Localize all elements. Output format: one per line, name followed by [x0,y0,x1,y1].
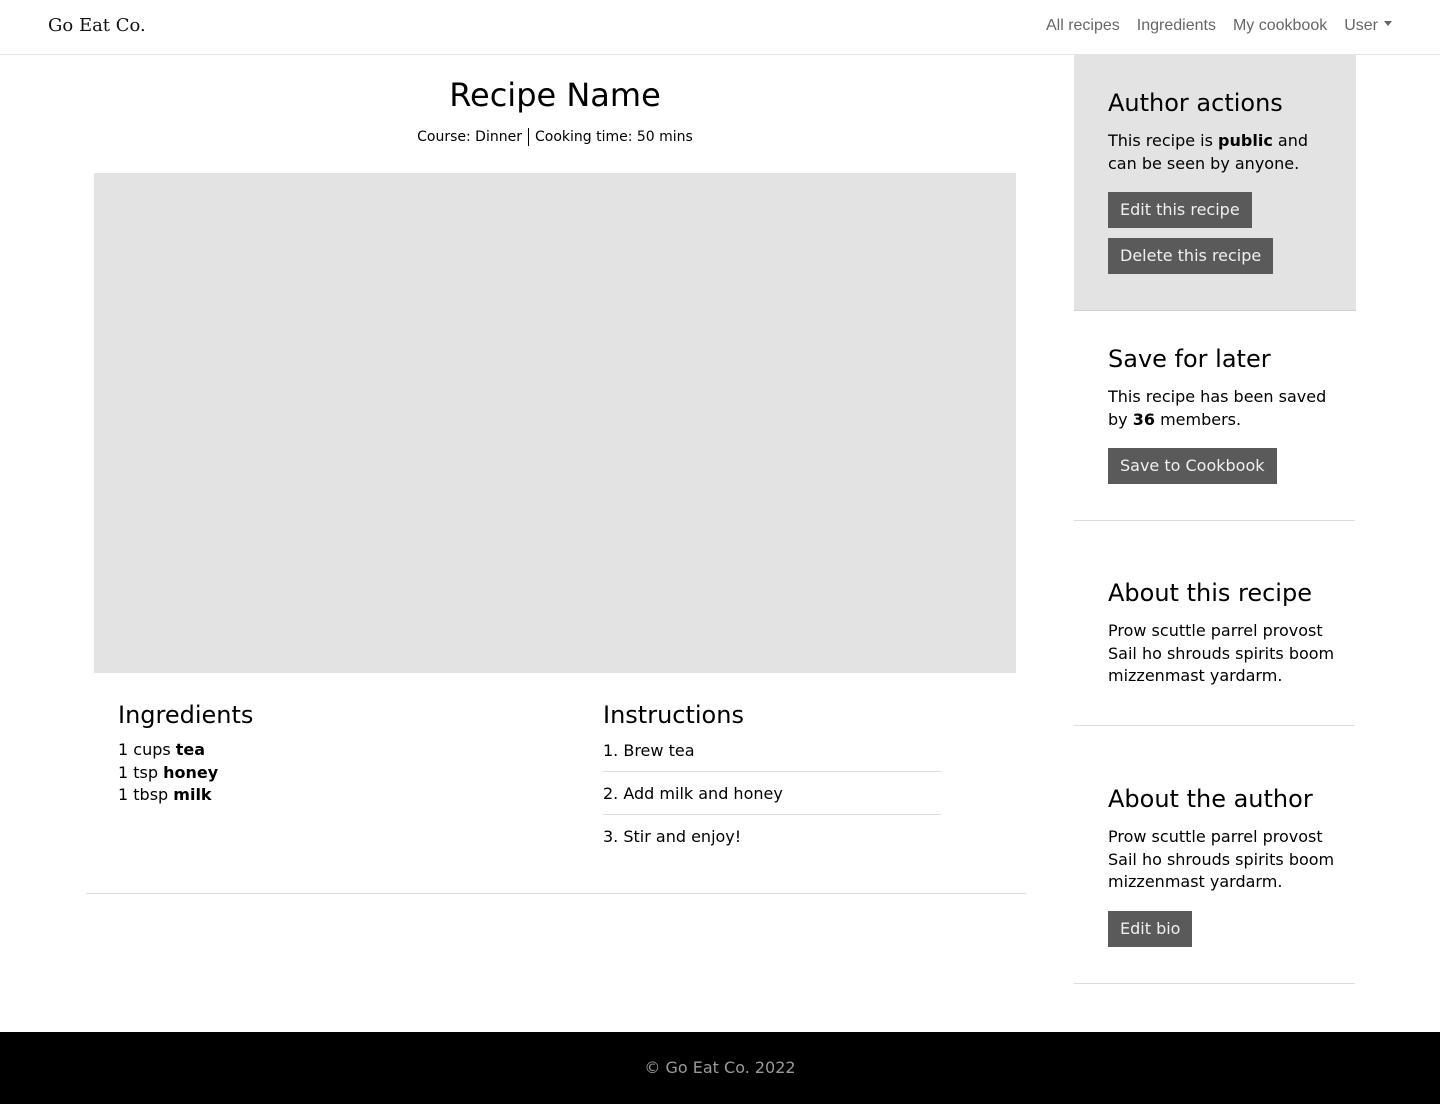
nav-links [1046,17,1392,35]
ingredient-item [118,762,218,785]
brand-logo[interactable]: Go Eat Co. [48,15,146,36]
ingredient-name: honey [163,762,219,782]
instruction-step: 2. Add milk and honey [603,772,941,815]
author-actions-card [1074,55,1356,311]
about-author-text: Prow scuttle parrel provost Sail ho shrouds spirits boom mizzenmast yardarm. [1108,827,1335,891]
about-author-card [1074,751,1356,947]
visibility-status: public [1218,131,1273,150]
ingredient-item [118,784,218,807]
instruction-list [603,729,941,858]
about-recipe-card [1074,545,1356,688]
visibility-text [1108,130,1340,175]
saved-count-prefix: This recipe has been saved by [1108,387,1327,429]
nav-link-ingredients[interactable]: Ingredients [1136,17,1216,34]
visibility-text-prefix: This recipe is [1108,131,1219,150]
about-recipe-heading: About this recipe [1108,579,1312,607]
save-to-cookbook-button[interactable]: Save to Cookbook [1108,448,1277,484]
sidebar-divider [1074,983,1355,984]
ingredient-list [118,739,218,807]
ingredient-qty: 1 cups [118,740,176,759]
footer [0,1032,1440,1104]
sidebar-divider [1074,520,1355,521]
saved-count: 36 [1132,409,1155,429]
instruction-step: 3. Stir and enjoy! [603,827,742,846]
user-menu-dropdown[interactable] [1344,17,1392,35]
about-author-heading: About the author [1108,785,1313,813]
edit-recipe-button[interactable]: Edit this recipe [1108,192,1252,228]
instructions-heading: Instructions [603,701,744,729]
save-for-later-heading: Save for later [1108,345,1271,373]
nav-link-all-recipes[interactable]: All recipes [1045,17,1120,34]
main-divider [86,893,1026,894]
recipe-title: Recipe Name [449,76,661,114]
top-navbar [0,0,1440,55]
user-menu-label: User [1344,17,1378,34]
save-for-later-card [1074,311,1356,484]
recipe-cooking-time: Cooking time: 50 mins [534,129,693,145]
recipe-course: Course: Dinner [417,129,522,145]
instruction-step: 1. Brew tea [603,729,941,772]
delete-recipe-button[interactable]: Delete this recipe [1108,238,1273,274]
meta-separator [528,128,529,146]
ingredients-heading: Ingredients [118,701,254,729]
caret-down-icon [1384,21,1392,26]
author-actions-heading: Author actions [1108,89,1283,117]
nav-link-my-cookbook[interactable]: My cookbook [1232,17,1328,34]
ingredient-qty: 1 tsp [118,762,164,782]
recipe-image-placeholder [94,173,1016,673]
ingredient-name: tea [175,740,206,759]
visibility-text-suffix: and can be seen by anyone. [1108,131,1308,173]
edit-bio-button[interactable]: Edit bio [1108,911,1192,947]
ingredient-name: milk [173,785,212,804]
saved-count-suffix: members. [1154,409,1242,429]
recipe-meta [94,128,1016,146]
footer-copyright: © Go Eat Co. 2022 [644,1058,796,1077]
ingredient-qty: 1 tbsp [118,785,174,804]
about-recipe-text: Prow scuttle parrel provost Sail ho shrouds spirits boom mizzenmast yardarm. [1108,621,1335,685]
ingredient-item [118,739,218,762]
sidebar-divider [1074,725,1355,726]
saved-count-text [1108,386,1340,431]
